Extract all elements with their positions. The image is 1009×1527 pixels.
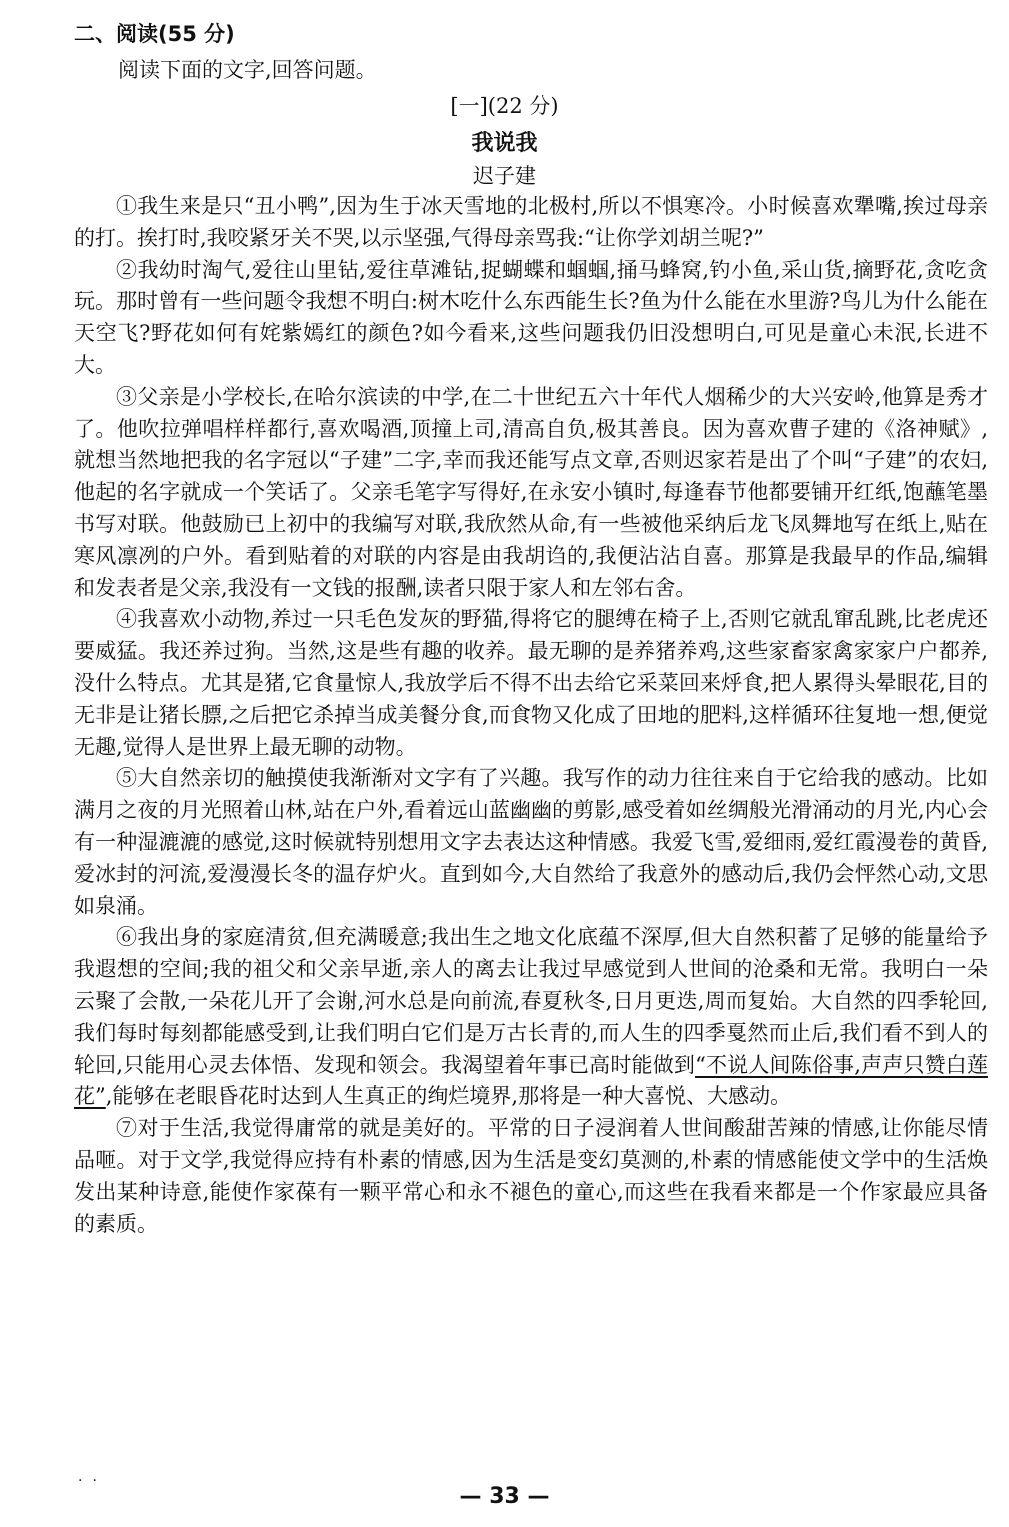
paragraph-7: ⑦对于生活,我觉得庸常的就是美好的。平常的日子浸润着人世间酸甜苦辣的情感,让你能尽情品咂。对于文学,我觉得应持有朴素的情感,因为生活是变幻莫测的,朴素的情感能使文学中的生活焕发出某种诗意,能使作家葆有一颗平常心和永不褪色的童心,而这些在我看来都是一个作家最应具备的素质。	[74, 1116, 988, 1236]
paragraph-5: ⑤大自然亲切的触摸使我渐渐对文字有了兴趣。我写作的动力往往来自于它给我的感动。比如满月之夜的月光照着山林,站在户外,看着远山蓝幽幽的剪影,感受着如丝绸般光滑涌动的月光,内心会有一种湿漉漉的感觉,这时候就特别想用文字去表达这种情感。我爱飞雪,爱细雨,爱红霞漫卷的黄昏,爱冰封的河流,爱漫漫长冬的温存炉火。直到如今,大自然给了我意外的感动后,我仍会怦然心动,文思如泉涌。	[74, 766, 988, 918]
paragraph-2: ②我幼时淘气,爱往山里钻,爱往草滩钻,捉蝴蝶和蝈蝈,捅马蜂窝,钓小鱼,采山货,摘野花,贪吃贪玩。那时曾有一些问题令我想不明白:树木吃什么东西能生长?鱼为什么能在水里游?鸟儿为什么能在天空飞?野花如何有姹紫嫣红的颜色?如今看来,这些问题我仍旧没想明白,可见是童心未泯,长进不大。	[74, 257, 988, 377]
underlined-quote: “不说人间陈俗事,声声只赞白莲花”	[74, 1052, 988, 1109]
paragraph-4: ④我喜欢小动物,养过一只毛色发灰的野猫,得将它的腿缚在椅子上,否则它就乱窜乱跳,比老虎还要威猛。我还养过狗。当然,这是些有趣的收养。最无聊的是养猪养鸡,这些家畜家禽家家户户都养,没什么特点。尤其是猪,它食量惊人,我放学后不得不出去给它采菜回来烀食,把人累得头晕眼花,目的无非是让猪长膘,之后把它杀掉当成美餐分食,而食物又化成了田地的肥料,这样循环往复地一想,便觉无趣,觉得人是世界上最无聊的动物。	[74, 607, 988, 759]
essay-title: 我说我	[471, 131, 538, 156]
section-title: 二、阅读(55 分)	[74, 22, 235, 46]
page-number: — 33 —	[459, 1484, 550, 1509]
emphasis-dots: ··	[78, 1473, 107, 1489]
essay-author: 迟子建	[473, 164, 536, 188]
reading-instruction: 阅读下面的文字,回答问题。	[118, 58, 377, 82]
paragraph-6	[74, 922, 988, 1113]
paragraph-6-text-before: ⑥我出身的家庭清贫,但充满暖意;我出生之地文化底蕴不深厚,但大自然积蓄了足够的能量给予我遐想的空间;我的祖父和父亲早逝,亲人的离去让我过早感觉到人世间的沧桑和无常。我明白一朵云聚了会散,一朵花儿开了会谢,河水总是向前流,春夏秋冬,日月更迭,周而复始。大自然的四季轮回,我们每时每刻都能感受到,让我们明白它们是万古长青的,而人生的四季戛然而止后,我们看不到人的轮回,只能用心灵去体悟、发现和领会。我渴望着年事已高时能做到	[74, 925, 988, 1077]
paragraph-1: ①我生来是只“丑小鸭”,因为生于冰天雪地的北极村,所以不惧寒冷。小时候喜欢犟嘴,挨过母亲的打。挨打时,我咬紧牙关不哭,以示坚强,气得母亲骂我:“让你学刘胡兰呢?”	[74, 194, 988, 250]
essay-body	[74, 191, 988, 1240]
paragraph-3: ③父亲是小学校长,在哈尔滨读的中学,在二十世纪五六十年代人烟稀少的大兴安岭,他算是秀才了。他吹拉弹唱样样都行,喜欢喝酒,顶撞上司,清高自负,极其善良。因为喜欢曹子建的《洛神赋》,就想当然地把我的名字冠以“子建”二字,幸而我还能写点文章,否则迟家若是出了个叫“子建”的农妇,他起的名字就成一个笑话了。父亲毛笔字写得好,在永安小镇时,每逢春节他都要铺开红纸,饱蘸笔墨书写对联。他鼓励已上初中的我编写对联,我欣然从命,有一些被他采纳后龙飞凤舞地写在纸上,贴在寒风凛冽的户外。看到贴着的对联的内容是由我胡诌的,我便沾沾自喜。那算是我最早的作品,编辑和发表者是父亲,我没有一文钱的报酬,读者只限于家人和左邻右舍。	[74, 384, 988, 600]
paragraph-6-text-after: ,能够在老眼昏花时达到人生真正的绚烂境界,那将是一种大喜悦、大感动。	[105, 1084, 792, 1109]
part-label: [一](22 分)	[450, 94, 559, 118]
